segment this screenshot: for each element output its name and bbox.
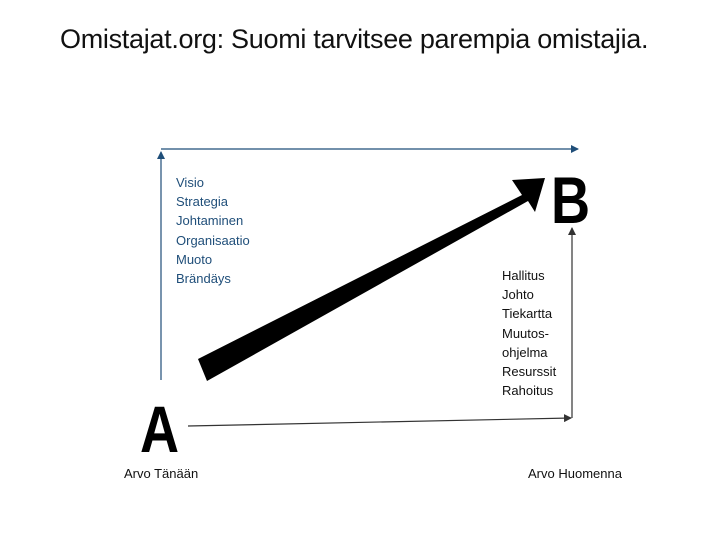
- left-factor-list: [176, 173, 250, 288]
- right-list-item: Resurssit: [502, 364, 557, 380]
- slide-title: Omistajat.org: Suomi tarvitsee parempia omistajia.: [60, 24, 649, 54]
- value-tomorrow-label: Arvo Huomenna: [528, 466, 622, 481]
- main-diagonal-arrow: [198, 178, 545, 381]
- right-list-item: Muutos-: [502, 325, 549, 341]
- right-list-item: Tiekartta: [502, 306, 553, 322]
- right-list-item: Hallitus: [502, 268, 545, 283]
- left-list-item: Muoto: [176, 251, 213, 267]
- bottom-horizontal-arrow: [188, 418, 571, 426]
- point-a-label: A: [140, 392, 180, 466]
- left-list-item: Brändäys: [176, 271, 231, 287]
- right-list-item: Johto: [502, 287, 534, 303]
- left-list-item: Johtaminen: [176, 213, 244, 229]
- left-list-item: Visio: [176, 175, 204, 190]
- point-b-label: B: [551, 163, 591, 237]
- right-list-item: Rahoitus: [502, 383, 554, 399]
- right-factor-list: [502, 266, 556, 400]
- left-list-item: Organisaatio: [176, 232, 250, 248]
- value-today-label: Arvo Tänään: [124, 466, 199, 481]
- right-list-item: ohjelma: [502, 344, 548, 360]
- left-list-item: Strategia: [176, 194, 229, 210]
